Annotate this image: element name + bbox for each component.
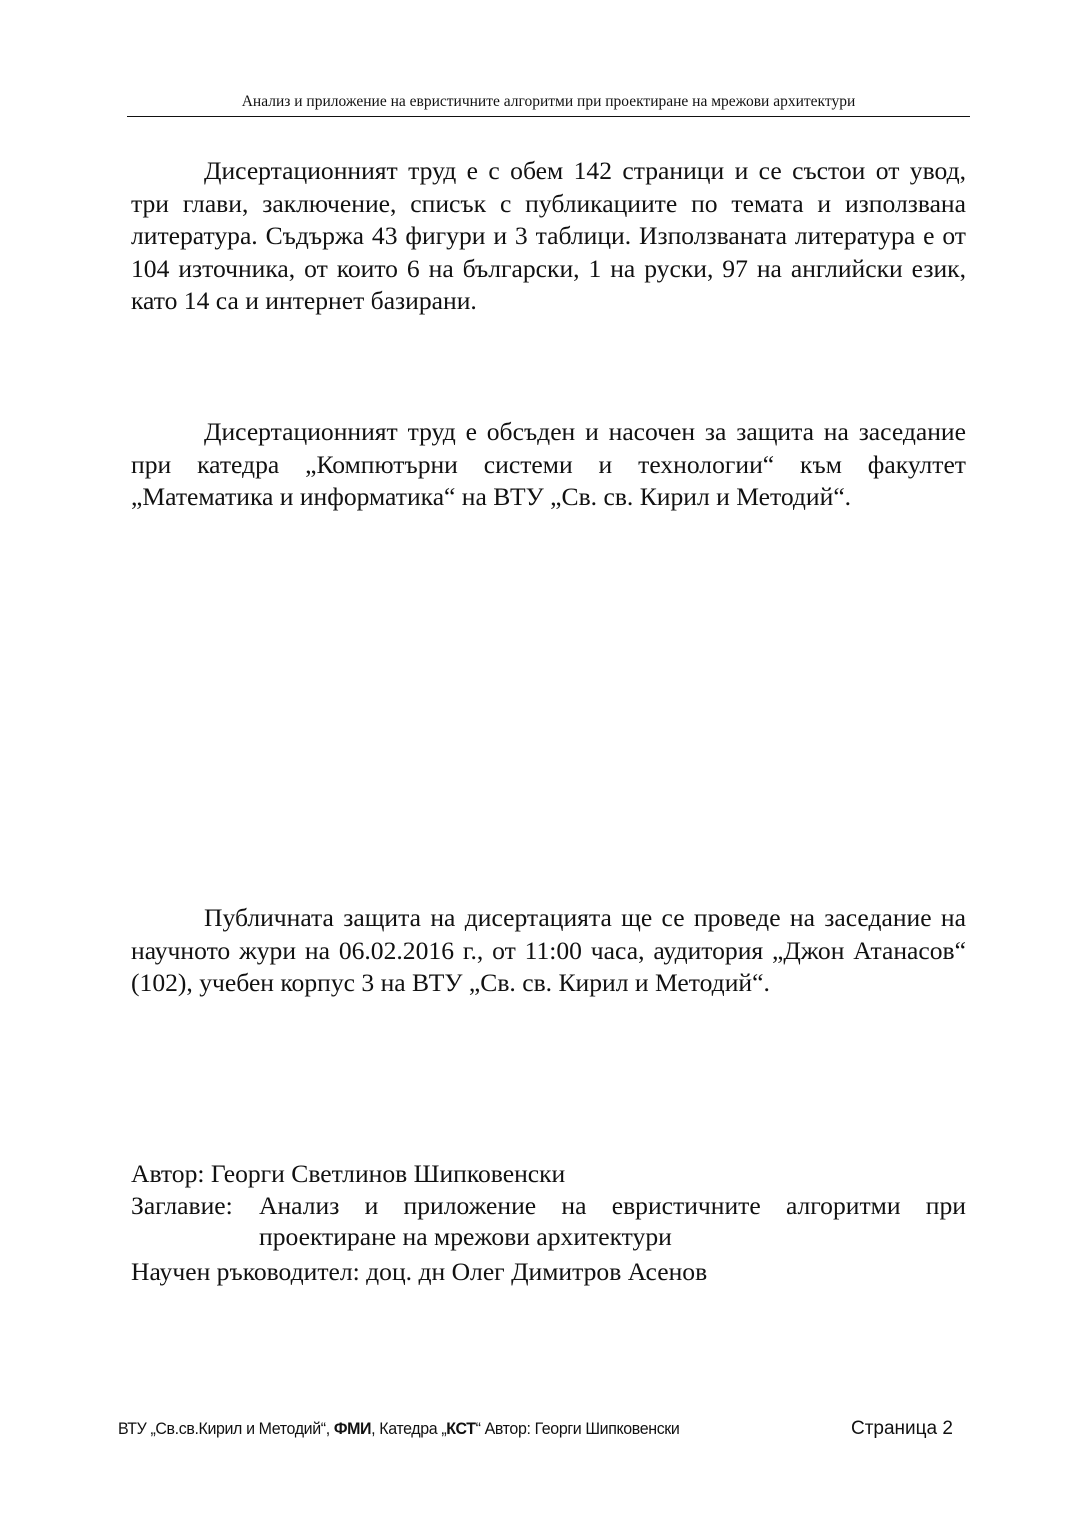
page-number: Страница 2	[851, 1418, 953, 1439]
footer-department-suffix: “	[475, 1419, 481, 1438]
header-rule	[127, 116, 970, 117]
footer-department: КСТ	[446, 1419, 476, 1438]
paragraph-public-defense: Публичната защита на дисертацията ще се проведе на заседание на научното жури на 06.02.2016 г., от 11:00 часа, аудитория „Джон Атанасов“ (102), учебен корпус 3 на ВТУ „Св. св. Кирил и Методий“.	[131, 903, 966, 998]
meta-title-value: Анализ и приложение на евристичните алгоритми при проектиране на мрежови архитектури	[259, 1191, 966, 1251]
meta-author: Автор: Георги Светлинов Шипковенски	[131, 1159, 566, 1188]
paragraph-dissertation-volume: Дисертационният труд е с обем 142 страници и се състои от увод, три глави, заключение, списък с публикациите по темата и използвана литература. Съдържа 43 фигури и 3 таблици. Използваната литература е от 104 източника, от които 6 на български, 1 на руски, 97 на английски език, като 14 са и интернет базирани.	[131, 156, 966, 316]
page-footer	[118, 1416, 908, 1442]
footer-department-prefix: , Катедра „	[371, 1419, 447, 1438]
footer-university: ВТУ „Св.св.Кирил и Методий“,	[118, 1419, 330, 1438]
footer-author: Автор: Георги Шипковенски	[480, 1419, 680, 1438]
meta-title-label: Заглавие:	[131, 1191, 233, 1220]
meta-title-row	[131, 1190, 966, 1252]
paragraph-dissertation-discussion: Дисертационният труд е обсъден и насочен за защита на заседание при катедра „Компютърни системи и технологии“ към факултет „Математика и информатика“ на ВТУ „Св. св. Кирил и Методий“.	[131, 417, 966, 512]
running-header-title: Анализ и приложение на евристичните алгоритми при проектиране на мрежови архитектури	[241, 93, 856, 110]
meta-supervisor: Научен ръководител: доц. дн Олег Димитров Асенов	[131, 1257, 708, 1286]
footer-faculty: ФМИ	[333, 1419, 372, 1438]
